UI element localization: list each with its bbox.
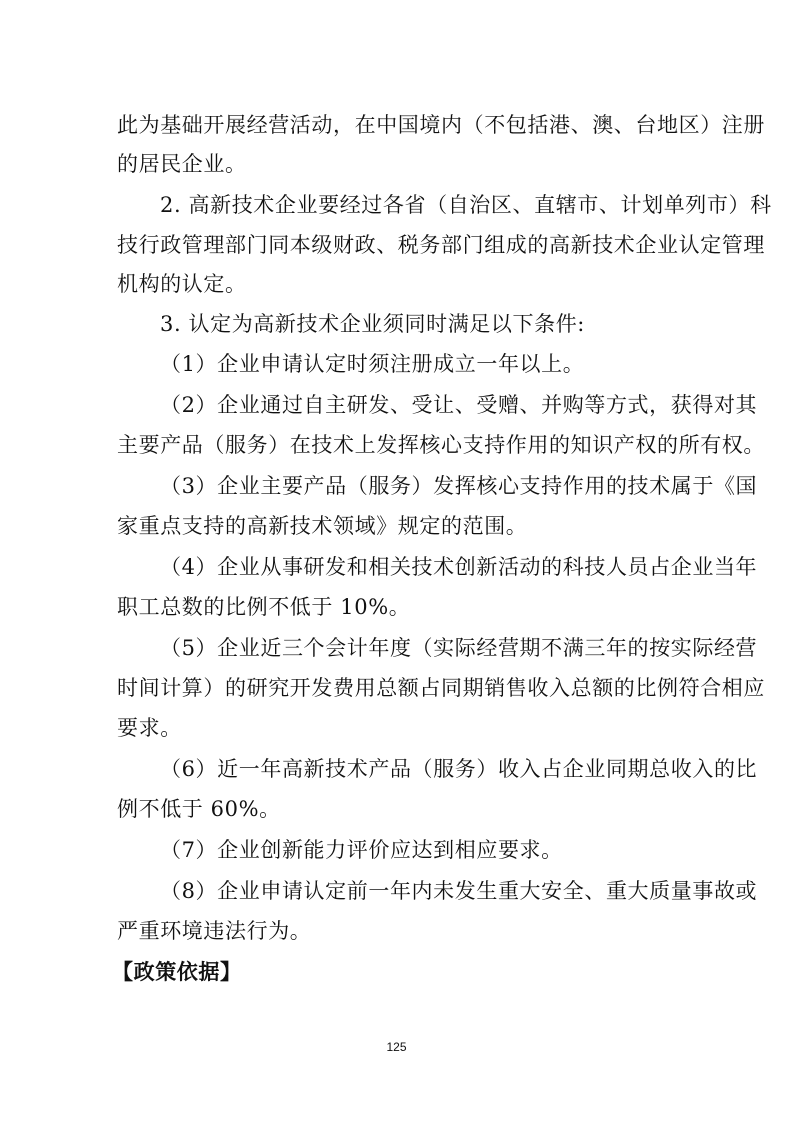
text-line: 技行政管理部门同本级财政、税务部门组成的高新技术企业认定管理 — [117, 233, 765, 257]
text-line: 职工总数的比例不低于 10%。 — [117, 595, 411, 619]
text-line: 主要产品（服务）在技术上发挥核心支持作用的知识产权的所有权。 — [117, 433, 765, 457]
text-line: （3）企业主要产品（服务）发挥核心支持作用的技术属于《国 — [160, 474, 758, 498]
text-line: 此为基础开展经营活动，在中国境内（不包括港、澳、台地区）注册 — [117, 113, 765, 137]
text-line: 3. 认定为高新技术企业须同时满足以下条件: — [160, 312, 585, 336]
text-line: 家重点支持的高新技术领域》规定的范围。 — [117, 514, 528, 538]
text-line: 例不低于 60%。 — [117, 797, 281, 821]
page-number: 125 — [386, 1040, 407, 1054]
section-heading: 【政策依据】 — [112, 960, 242, 984]
text-line: 2. 高新技术企业要经过各省（自治区、直辖市、计划单列市）科 — [160, 193, 772, 217]
text-line: （2）企业通过自主研发、受让、受赠、并购等方式，获得对其 — [160, 393, 758, 417]
text-line: （4）企业从事研发和相关技术创新活动的科技人员占企业当年 — [160, 555, 758, 579]
text-line: （6）近一年高新技术产品（服务）收入占企业同期总收入的比 — [160, 757, 758, 781]
text-line: 机构的认定。 — [117, 272, 247, 296]
text-line: 严重环境违法行为。 — [117, 919, 312, 943]
text-line: 时间计算）的研究开发费用总额占同期销售收入总额的比例符合相应 — [117, 676, 765, 700]
text-line: （8）企业申请认定前一年内未发生重大安全、重大质量事故或 — [160, 879, 758, 903]
text-line: 要求。 — [117, 716, 182, 740]
text-line: （5）企业近三个会计年度（实际经营期不满三年的按实际经营 — [160, 636, 758, 660]
text-line: （1）企业申请认定时须注册成立一年以上。 — [160, 352, 585, 376]
text-line: （7）企业创新能力评价应达到相应要求。 — [160, 838, 563, 862]
text-line: 的居民企业。 — [117, 152, 247, 176]
